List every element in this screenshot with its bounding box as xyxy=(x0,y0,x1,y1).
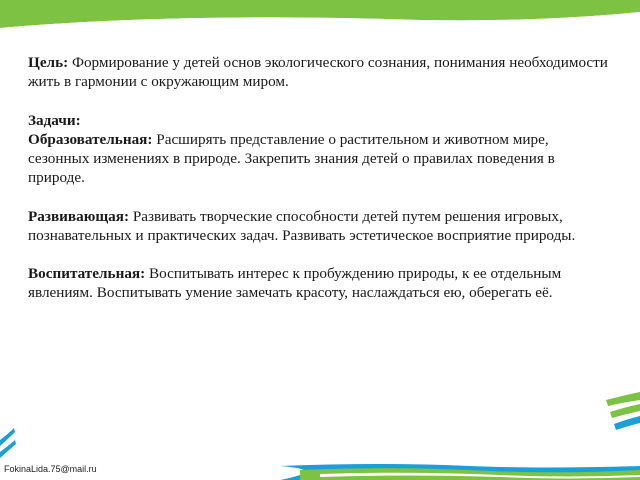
goal-text: Формирование у детей основ экологического сознания, понимания необходимости жить в гармонии с окружающим миром. xyxy=(28,54,608,91)
developing-text: Развивать творческие способности детей путем решения игровых, познавательных и практических задач. Развивать эстетическое восприятие природы. xyxy=(28,207,576,244)
right-green-wave-2 xyxy=(610,404,640,418)
goal-paragraph xyxy=(28,53,608,91)
tasks-block xyxy=(28,111,608,188)
upbringing-text: Воспитывать интерес к пробуждению природы, к ее отдельным явлениям. Воспитывать умение замечать красоту, наслаждаться ею, оберегать её. xyxy=(28,265,562,302)
upbringing-label: Воспитательная: xyxy=(28,265,146,283)
footer-email: FokinaLida.75@mail.ru xyxy=(4,464,97,474)
slide-content xyxy=(28,53,608,322)
developing-paragraph xyxy=(28,207,608,245)
goal-label: Цель: xyxy=(28,54,69,71)
right-blue-wave xyxy=(614,416,640,430)
tasks-heading: Задачи: xyxy=(28,111,81,129)
educational-label: Образовательная: xyxy=(28,130,153,148)
educational-text: Расширять представление о растительном и животном мире, сезонных изменениях в природе. Закрепить знания детей о правилах поведения в природе. xyxy=(28,130,555,187)
developing-label: Развивающая: xyxy=(28,207,130,225)
right-green-wave-1 xyxy=(606,392,640,406)
upbringing-paragraph xyxy=(28,264,608,302)
